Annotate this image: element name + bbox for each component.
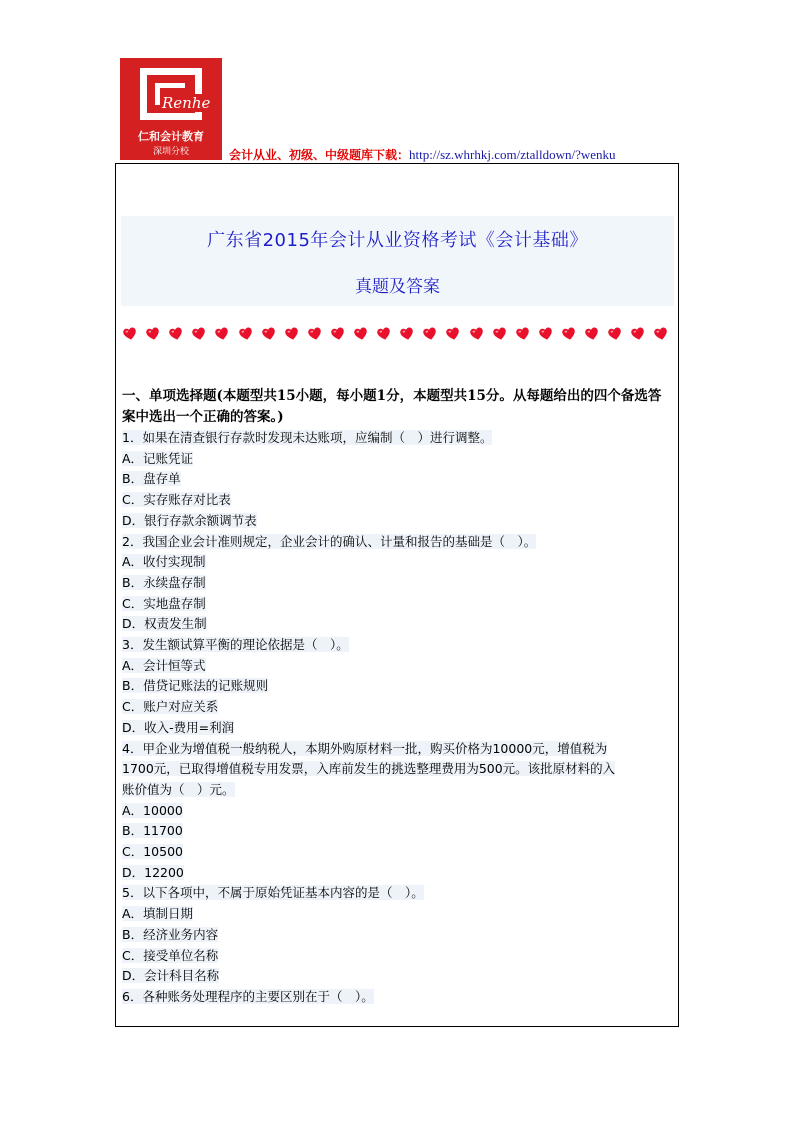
heart-icon [168,326,185,343]
question-option: D．会计科目名称 [122,968,220,984]
heart-icon [330,326,347,343]
heart-icon [376,326,393,343]
question-option: B．盘存单 [122,471,181,487]
heart-icon [607,326,624,343]
question-option: C．接受单位名称 [122,947,219,963]
question-option: B．11700 [122,823,183,839]
question-stem: 1．如果在清查银行存款时发现未达账项，应编制（ ）进行调整。 [122,430,493,445]
question-option: A．会计恒等式 [122,657,206,673]
question-option: C．账户对应关系 [122,699,219,715]
heart-icon [283,326,300,343]
section-heading: 一、单项选择题(本题型共15小题，每小题1分，本题型共15分。从每题给出的四个备选答案中选出一个正确的答案。) [122,388,662,425]
document-frame [115,163,679,1027]
question-stem-line: 1700元，已取得增值税专用发票，入库前发生的挑选整理费用为500元。该批原材料的入 [122,761,616,777]
heart-icon [353,326,370,343]
question-stem-line: 4．甲企业为增值税一般纳税人，本期外购原材料一批，购买价格为10000元，增值税为 [122,740,608,756]
heart-icon [630,326,647,343]
question-option: A．收付实现制 [122,554,206,570]
question-stem: 5．以下各项中，不属于原始凭证基本内容的是（ ）。 [122,885,424,901]
heart-icon [445,326,462,343]
question-stem: 3．发生额试算平衡的理论依据是（ ）。 [122,637,349,653]
document-subtitle: 真题及答案 [355,277,440,297]
question-option: C．实存账存对比表 [122,492,231,508]
download-link[interactable]: http://sz.whrhkj.com/ztalldown/?wenku [409,147,616,162]
question-option: A．填制日期 [122,906,194,922]
heart-icon [260,326,277,343]
question-option: D．权责发生制 [122,616,207,632]
renhe-logo [120,58,222,160]
heart-icon [537,326,554,343]
question-option: D．收入-费用=利润 [122,719,235,735]
exam-content [122,386,674,1008]
question-option: A．记账凭证 [122,450,194,466]
question-option: A．10000 [122,802,183,818]
heart-icon [653,326,670,343]
heart-icon [399,326,416,343]
logo-brand-en: Renhe [162,94,211,112]
heart-divider [123,327,675,347]
download-label: 会计从业、初级、中级题库下载： [229,148,410,162]
download-line [229,146,616,163]
heart-icon [422,326,439,343]
title-band [121,216,674,306]
question-option: C．10500 [122,844,183,860]
document-title: 广东省2015年会计从业资格考试《会计基础》 [207,230,588,251]
heart-icon [122,326,139,343]
heart-icon [237,326,254,343]
question-option: B．经济业务内容 [122,926,219,942]
question-option: D．银行存款余额调节表 [122,512,257,528]
heart-icon [561,326,578,343]
question-option: B．借贷记账法的记账规则 [122,678,269,694]
heart-icon [468,326,485,343]
question-option: D．12200 [122,864,184,880]
question-stem: 6．各种账务处理程序的主要区别在于（ ）。 [122,988,374,1004]
logo-branch: 深圳分校 [152,147,189,157]
heart-icon [214,326,231,343]
heart-icon [191,326,208,343]
logo-brand-cn: 仁和会计教育 [138,130,204,143]
heart-icon [491,326,508,343]
heart-icon [514,326,531,343]
question-option: C．实地盘存制 [122,595,206,611]
heart-icon [306,326,323,343]
question-option: B．永续盘存制 [122,574,206,590]
heart-icon [145,326,162,343]
question-stem: 2．我国企业会计准则规定，企业会计的确认、计量和报告的基础是（ ）。 [122,533,537,549]
question-stem-line: 账价值为（ ）元。 [122,781,235,797]
heart-icon [584,326,601,343]
